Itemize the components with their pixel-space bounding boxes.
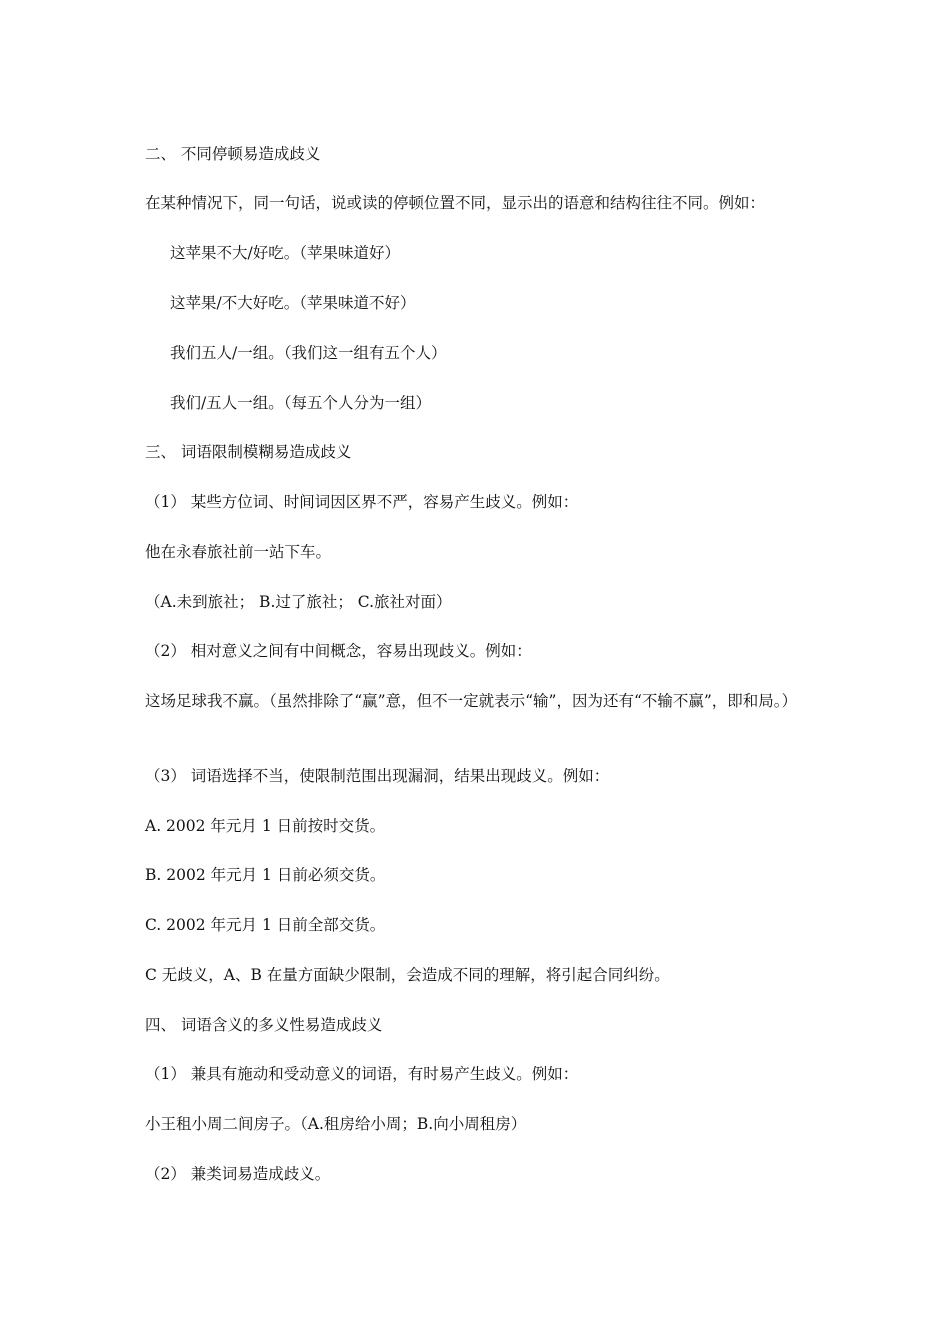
example-line: B. 2002 年元月 1 日前必须交货。 [145, 866, 386, 884]
example-line: 小王租小周二间房子。（A.租房给小周；B.向小周租房） [145, 1115, 527, 1133]
section-heading-3: 三、 词语限制模糊易造成歧义 [145, 443, 352, 461]
numbered-item: （1） 兼具有施动和受动意义的词语，有时易产生歧义。例如： [145, 1065, 579, 1083]
numbered-item: （1） 某些方位词、时间词因区界不严，容易产生歧义。例如： [145, 493, 579, 511]
body-text: 在某种情况下，同一句话，说或读的停顿位置不同，显示出的语意和结构往往不同。例如： [145, 194, 766, 212]
example-line: 他在永春旅社前一站下车。 [145, 543, 332, 561]
example-line: 我们/五人一组。（每五个人分为一组） [170, 394, 431, 412]
example-paragraph: 这场足球我不赢。（虽然排除了“赢”意，但不一定就表示“输”，因为还有“不输不赢”，即和局。） [145, 692, 798, 710]
body-text: C 无歧义，A、B 在量方面缺少限制，会造成不同的理解，将引起合同纠纷。 [145, 966, 670, 984]
example-line: 这苹果不大/好吃。（苹果味道好） [170, 244, 400, 262]
example-line: 这苹果/不大好吃。（苹果味道不好） [170, 294, 416, 312]
example-line: A. 2002 年元月 1 日前按时交货。 [145, 817, 386, 835]
example-line: C. 2002 年元月 1 日前全部交货。 [145, 916, 386, 934]
numbered-item: （2） 兼类词易造成歧义。 [145, 1165, 331, 1183]
options-line: （A.未到旅社； B.过了旅社； C.旅社对面） [145, 593, 452, 611]
numbered-item: （2） 相对意义之间有中间概念，容易出现歧义。例如： [145, 642, 532, 660]
numbered-item: （3） 词语选择不当，使限制范围出现漏洞，结果出现歧义。例如： [145, 767, 610, 785]
section-heading-4: 四、 词语含义的多义性易造成歧义 [145, 1016, 383, 1034]
section-heading-2: 二、 不同停顿易造成歧义 [145, 145, 321, 163]
example-line: 我们五人/一组。（我们这一组有五个人） [170, 344, 447, 362]
